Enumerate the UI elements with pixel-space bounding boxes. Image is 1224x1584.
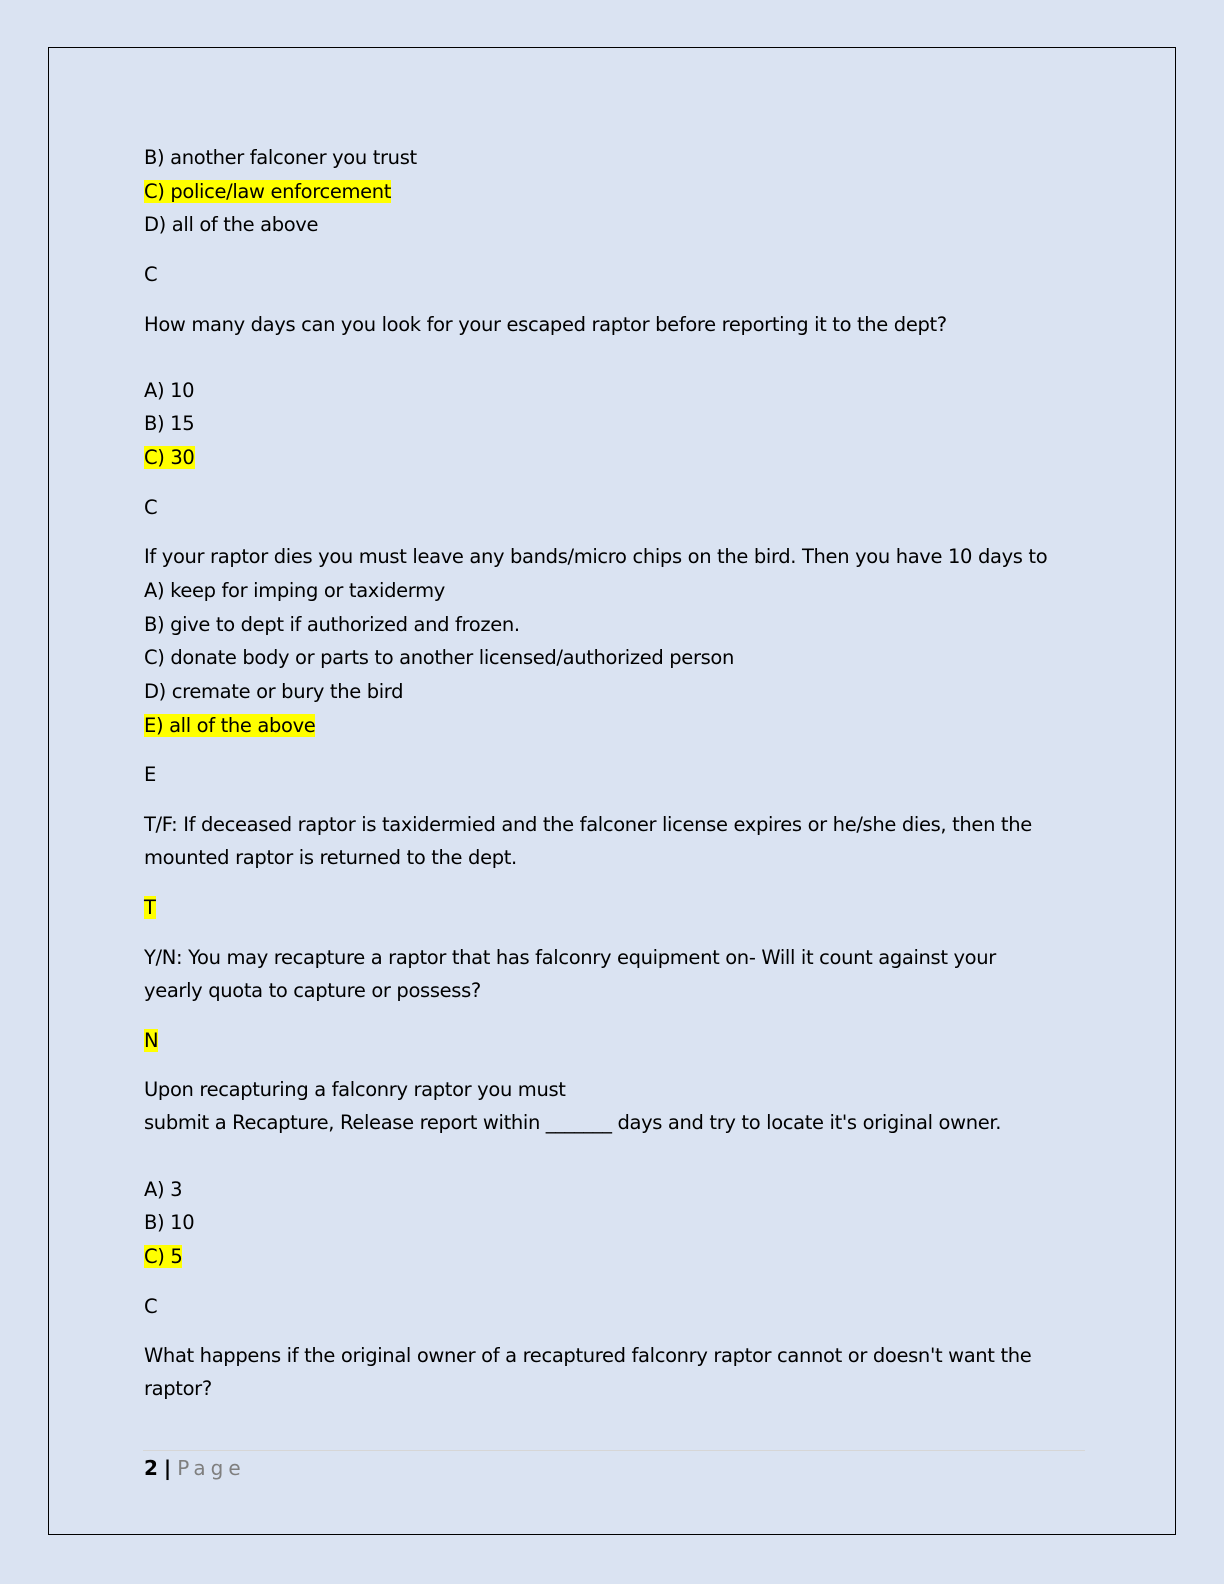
page-label: Page xyxy=(177,1456,246,1480)
question-text: What happens if the original owner of a recaptured falconry raptor cannot or doesn't want the xyxy=(144,1344,1032,1367)
answer-letter: C xyxy=(144,496,158,519)
page-number: 2 xyxy=(144,1456,158,1480)
option-line-highlighted xyxy=(144,712,315,740)
option-line: B) 10 xyxy=(144,1211,195,1234)
answer-highlight: C) 5 xyxy=(144,1245,183,1268)
option-line: A) 3 xyxy=(144,1178,183,1201)
answer-highlight: C) police/law enforcement xyxy=(144,180,392,203)
question-text: Y/N: You may recapture a raptor that has falconry equipment on- Will it count against your xyxy=(144,946,996,969)
answer-highlight: N xyxy=(144,1029,159,1052)
option-line: A) keep for imping or taxidermy xyxy=(144,579,445,602)
answer-letter: E xyxy=(144,763,156,786)
answer-highlight: C) 30 xyxy=(144,446,195,469)
answer-line-highlighted xyxy=(144,894,156,922)
option-line: C) donate body or parts to another licensed/authorized person xyxy=(144,646,735,669)
option-line: B) give to dept if authorized and frozen. xyxy=(144,613,520,636)
answer-letter: C xyxy=(144,1295,158,1318)
answer-highlight: T xyxy=(144,896,156,919)
answer-letter: C xyxy=(144,263,158,286)
option-line: D) cremate or bury the bird xyxy=(144,680,404,703)
page-footer xyxy=(144,1454,246,1482)
answer-line-highlighted xyxy=(144,1027,158,1055)
option-line-highlighted xyxy=(144,1243,182,1271)
question-text: yearly quota to capture or possess? xyxy=(144,979,481,1002)
question-text: If your raptor dies you must leave any bands/micro chips on the bird. Then you have 10 days to xyxy=(144,545,1048,568)
option-line: A) 10 xyxy=(144,379,195,402)
option-line: D) all of the above xyxy=(144,213,319,236)
question-text: Upon recapturing a falconry raptor you must xyxy=(144,1078,566,1101)
question-text: mounted raptor is returned to the dept. xyxy=(144,846,517,869)
answer-highlight: E) all of the above xyxy=(144,714,316,737)
footer-divider xyxy=(143,1450,1085,1451)
page-border xyxy=(48,47,1176,1535)
option-line-highlighted xyxy=(144,178,391,206)
question-text: How many days can you look for your escaped raptor before reporting it to the dept? xyxy=(144,313,947,336)
question-text: raptor? xyxy=(144,1377,212,1400)
option-line: B) another falconer you trust xyxy=(144,146,417,169)
option-line: B) 15 xyxy=(144,412,195,435)
question-text: T/F: If deceased raptor is taxidermied and the falconer license expires or he/she dies, then the xyxy=(144,813,1032,836)
footer-separator: | xyxy=(163,1456,172,1480)
option-line-highlighted xyxy=(144,444,195,472)
question-text: submit a Recapture, Release report within _______ days and try to locate it's original owner. xyxy=(144,1111,1002,1134)
